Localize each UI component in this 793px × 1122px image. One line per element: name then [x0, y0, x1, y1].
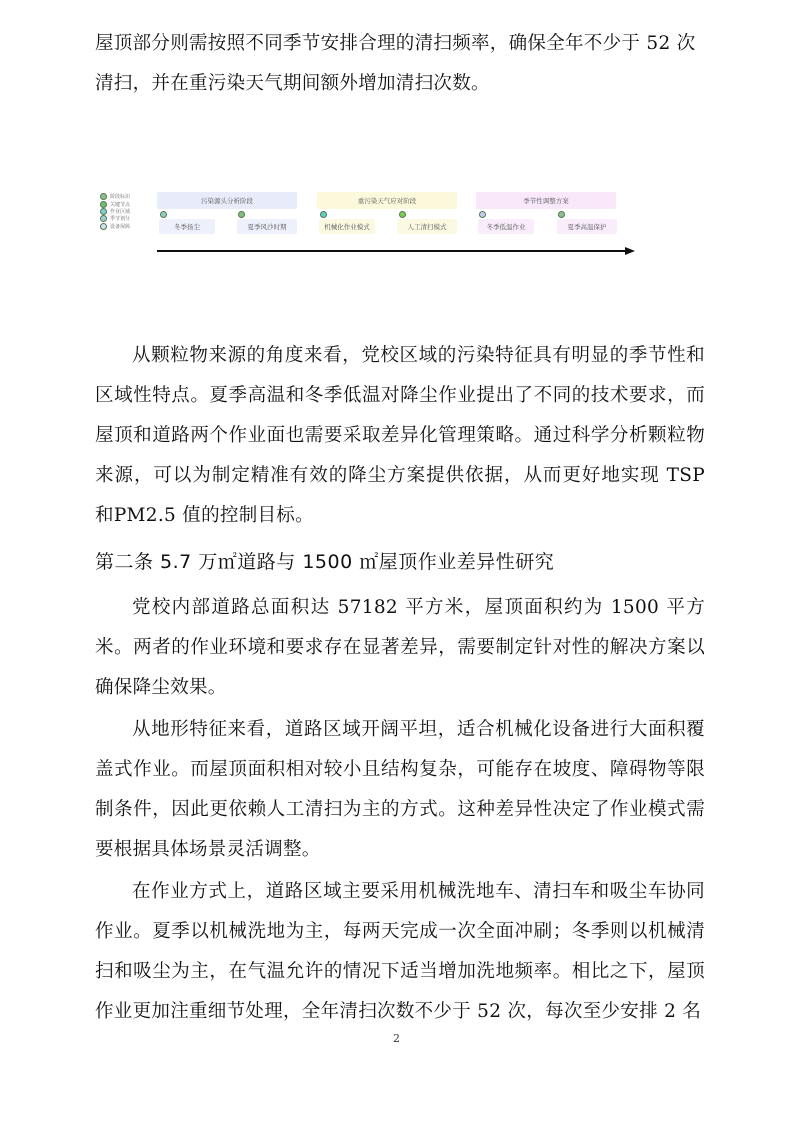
- paragraph-area-line-2: 米。两者的作业环境和要求存在显著差异，需要制定针对性的解决方案以: [95, 637, 705, 658]
- paragraph-terrain-line-2: 盖式作业。而屋顶面积相对较小且结构复杂，可能存在坡度、障碍物等限: [95, 759, 705, 780]
- paragraph-terrain-line-3: 制条件，因此更依赖人工清扫为主的方式。这种差异性决定了作业模式需: [95, 799, 705, 820]
- legend-label: 关键节点: [110, 201, 131, 208]
- phase-box-2: 重污染天气应对阶段: [317, 192, 457, 209]
- legend-item: [100, 208, 152, 215]
- legend-label: 设备保障: [110, 223, 131, 230]
- paragraph-method-line-1: 在作业方式上，道路区域主要采用机械洗地车、清扫车和吸尘车协同: [132, 881, 705, 902]
- section-heading: 第二条 5.7 万㎡道路与 1500 ㎡屋顶作业差异性研究: [95, 551, 555, 573]
- paragraph-method-line-2: 作业。夏季以机械洗地为主，每两天完成一次全面冲刷；冬季则以机械清: [95, 921, 705, 942]
- timeline-axis: [157, 250, 627, 252]
- phase-box-1: 污染源头分析阶段: [157, 192, 297, 209]
- node-dot-icon: [160, 211, 167, 218]
- paragraph-area-line-3: 确保降尘效果。: [95, 677, 227, 698]
- paragraph-source-line-2: 区域性特点。夏季高温和冬季低温对降尘作业提出了不同的技术要求，而: [95, 385, 705, 406]
- legend-item: [100, 200, 152, 207]
- paragraph-terrain: [95, 710, 705, 870]
- paragraph-terrain-line-4: 要根据具体场景灵活调整。: [95, 839, 321, 860]
- paragraph-source: [95, 336, 705, 536]
- legend-dot-icon: [100, 201, 107, 208]
- timeline-arrow-icon: [625, 247, 635, 255]
- phase-box-3: 季节性调整方案: [476, 192, 616, 209]
- diagram-legend: [100, 193, 152, 230]
- legend-label: 作业区域: [110, 208, 131, 215]
- paragraph-source-line-3: 屋顶和道路两个作业面也需要采取差异化管理策略。通过科学分析颗粒物: [95, 425, 705, 446]
- page-number: 2: [393, 1032, 400, 1045]
- paragraph-source-line-1: 从颗粒物来源的角度来看，党校区域的污染特征具有明显的季节性和: [132, 345, 705, 366]
- node-dot-icon: [399, 211, 406, 218]
- legend-item: [100, 193, 152, 200]
- top-paragraph-line-1: 屋顶部分则需按照不同季节安排合理的清扫频率，确保全年不少于 52 次: [95, 33, 696, 54]
- legend-dot-icon: [100, 193, 107, 200]
- legend-label: 季节划分: [110, 216, 131, 223]
- legend-dot-icon: [100, 215, 107, 222]
- paragraph-area-line-1: 党校内部道路总面积达 57182 平方米，屋顶面积约为 1500 平方: [132, 597, 705, 618]
- timeline-diagram: [95, 182, 645, 272]
- legend-label: 阶段标识: [110, 194, 131, 201]
- paragraph-area: [95, 588, 705, 708]
- legend-dot-icon: [100, 223, 107, 230]
- legend-item: [100, 223, 152, 230]
- sub-box-3a: 冬季低温作业: [478, 219, 534, 234]
- sub-box-2a: 机械化作业模式: [319, 219, 375, 234]
- paragraph-terrain-line-1: 从地形特征来看，道路区域开阔平坦，适合机械化设备进行大面积覆: [132, 719, 705, 740]
- top-paragraph-line-2: 清扫，并在重污染天气期间额外增加清扫次数。: [95, 73, 490, 94]
- paragraph-source-line-4: 来源，可以为制定精准有效的降尘方案提供依据，从而更好地实现 TSP 和: [95, 465, 705, 526]
- node-dot-icon: [320, 211, 327, 218]
- paragraph-method-line-4: 作业更加注重细节处理，全年清扫次数不少于 52 次，每次至少安排 2 名: [95, 1001, 702, 1022]
- legend-item: [100, 215, 152, 222]
- paragraph-method-line-3: 扫和吸尘为主，在气温允许的情况下适当增加洗地频率。相比之下，屋顶: [95, 961, 705, 982]
- top-paragraph: [95, 24, 705, 104]
- node-dot-icon: [558, 211, 565, 218]
- sub-box-2b: 人工清扫模式: [397, 219, 457, 234]
- paragraph-method: [95, 872, 705, 1032]
- node-dot-icon: [479, 211, 486, 218]
- node-dot-icon: [238, 211, 245, 218]
- legend-dot-icon: [100, 208, 107, 215]
- paragraph-source-line-5: PM2.5 值的控制目标。: [113, 505, 314, 526]
- sub-box-1a: 冬季扬尘: [159, 219, 215, 234]
- sub-box-3b: 夏季高温保护: [557, 219, 617, 234]
- sub-box-1b: 夏季风沙时期: [237, 219, 297, 234]
